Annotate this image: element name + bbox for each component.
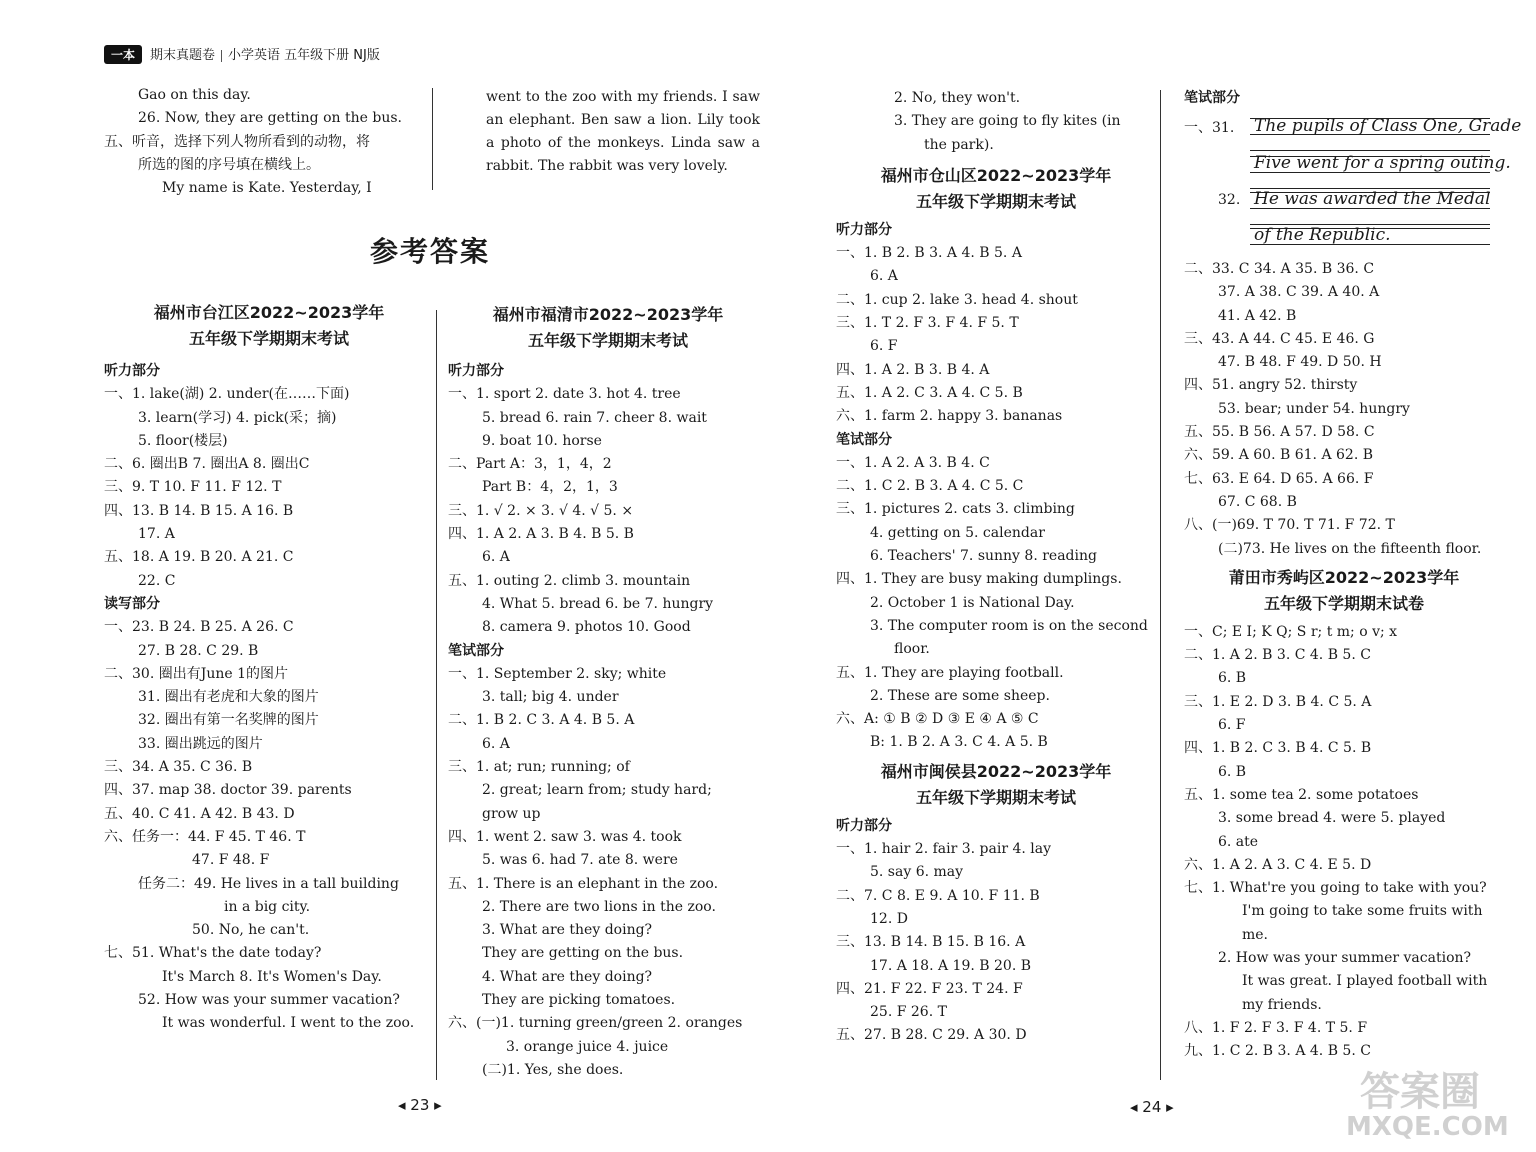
answer-line: 32. 圈出有第一名奖牌的图片: [138, 712, 319, 729]
answer-line: 三、1. √ 2. × 3. √ 4. √ 5. ×: [448, 502, 634, 519]
answer-line: 八、1. F 2. F 3. F 4. T 5. F: [1184, 1019, 1368, 1036]
page-number-right: ◂ 24 ▸: [1130, 1098, 1174, 1116]
answer-line: 一、1. A 2. A 3. B 4. C: [836, 454, 990, 471]
answer-line: (二)73. He lives on the fifteenth floor.: [1218, 540, 1482, 557]
answer-line: They are getting on the bus.: [482, 945, 684, 962]
answer-line: 四、1. B 2. C 3. B 4. C 5. B: [1184, 740, 1372, 757]
column-4: [1184, 87, 1504, 110]
answer-line: 2. No, they won't.: [894, 90, 1021, 106]
answer-line: 五、1. A 2. C 3. A 4. C 5. B: [836, 384, 1023, 401]
answer-key-title: 参考答案: [369, 235, 490, 268]
page-number-left: ◂ 23 ▸: [398, 1096, 442, 1114]
column-3: [836, 87, 1156, 1048]
answer-line: 4. getting on 5. calendar: [870, 524, 1045, 541]
answer-line: 5. bread 6. rain 7. cheer 8. wait: [482, 409, 707, 426]
answer-line: 七、63. E 64. D 65. A 66. F: [1184, 470, 1374, 487]
answer-line: 50. No, he can't.: [192, 922, 310, 939]
answer-line: 27. B 28. C 29. B: [138, 642, 259, 659]
answer-line: 四、37. map 38. doctor 39. parents: [104, 782, 352, 799]
answer-line: 三、1. at; run; running; of: [448, 759, 630, 776]
answer-line: 二、33. C 34. A 35. B 36. C: [1184, 261, 1375, 277]
answer-line: 52. How was your summer vacation?: [138, 992, 400, 1009]
answer-line: 47. F 48. F: [192, 852, 270, 869]
answer-line: 五、1. outing 2. climb 3. mountain: [448, 572, 691, 589]
answer-line: 22. C: [138, 572, 176, 589]
answer-line: 67. C 68. B: [1218, 493, 1297, 510]
answer-line: 九、1. C 2. B 3. A 4. B 5. C: [1184, 1043, 1371, 1060]
answer-line: 一、1. B 2. B 3. A 4. B 5. A: [836, 245, 1022, 262]
answer-line: 五、1. There is an elephant in the zoo.: [448, 875, 719, 892]
answer-line: 二、1. C 2. B 3. A 4. C 5. C: [836, 478, 1024, 495]
section-heading: 听力部分: [448, 363, 504, 379]
story-line: 所选的图的序号填在横线上。: [138, 156, 320, 173]
answer-line: 四、1. They are busy making dumplings.: [836, 571, 1122, 588]
answer-line: 一、23. B 24. B 25. A 26. C: [104, 619, 294, 636]
answer-line: 3. tall; big 4. under: [482, 689, 619, 706]
answer-line: grow up: [482, 805, 541, 822]
answer-line: 三、1. E 2. D 3. B 4. C 5. A: [1184, 693, 1372, 710]
handwriting-line-2: Five went for a spring outing.: [1254, 153, 1511, 173]
section-heading: 读写部分: [104, 595, 160, 612]
answer-line: 8. camera 9. photos 10. Good: [482, 619, 691, 636]
exam-subtitle: 五年级下学期期末考试: [188, 329, 349, 348]
answer-line: 9. boat 10. horse: [482, 432, 602, 449]
answer-line: 17. A 18. A 19. B 20. B: [870, 957, 1032, 974]
answer-line: 3. They are going to fly kites (in: [894, 113, 1121, 130]
answer-line: 5. floor(楼层): [138, 432, 228, 449]
top-left-story: [104, 84, 424, 200]
answer-line: 二、1. cup 2. lake 3. head 4. shout: [836, 291, 1078, 308]
answer-line: 三、1. pictures 2. cats 3. climbing: [836, 501, 1075, 518]
answer-line: 四、1. A 2. A 3. B 4. B 5. B: [448, 526, 634, 543]
answer-line: 2. October 1 is National Day.: [870, 594, 1075, 611]
exam-title: 福州市台江区2022~2023学年: [153, 303, 385, 322]
answer-line: 3. What are they doing?: [482, 922, 653, 939]
answer-line: 31. 圈出有老虎和大象的图片: [138, 689, 319, 706]
answer-line: (二)1. Yes, she does.: [482, 1061, 624, 1078]
exam-title: 福州市福清市2022~2023学年: [492, 305, 724, 324]
answer-line: in a big city.: [224, 898, 311, 915]
answer-line: 33. 圈出跳远的图片: [138, 735, 263, 752]
answer-line: 二、6. 圈出B 7. 圈出A 8. 圈出C: [104, 456, 310, 473]
answer-line: 六、59. A 60. B 61. A 62. B: [1184, 447, 1374, 464]
answer-line: 6. F: [870, 338, 898, 355]
column-1: [104, 300, 434, 1036]
answer-line: 五、1. some tea 2. some potatoes: [1184, 786, 1419, 803]
section-heading: 听力部分: [104, 363, 160, 379]
section-heading: 笔试部分: [836, 431, 892, 448]
answer-line: 2. How was your summer vacation?: [1218, 950, 1472, 967]
answer-line: 6. ate: [1218, 833, 1259, 850]
divider: [432, 88, 433, 190]
answer-line: 六、任务一：44. F 45. T 46. T: [104, 828, 306, 845]
answer-line: 任务二：49. He lives in a tall building: [138, 875, 399, 892]
exam-subtitle: 五年级下学期期末考试: [527, 331, 688, 350]
answer-line: 41. A 42. B: [1218, 307, 1297, 324]
answer-line: 三、9. T 10. F 11. F 12. T: [104, 479, 282, 496]
answer-line: 6. A: [482, 735, 510, 752]
answer-line: 四、21. F 22. F 23. T 24. F: [836, 980, 1023, 997]
answer-line: 四、1. A 2. B 3. B 4. A: [836, 361, 990, 378]
answer-line: 五、1. They are playing football.: [836, 664, 1064, 681]
answer-line: me.: [1242, 926, 1269, 943]
answer-line: 六、1. A 2. A 3. C 4. E 5. D: [1184, 856, 1372, 873]
exam-title: 福州市仓山区2022~2023学年: [880, 165, 1112, 185]
answer-line: 四、13. B 14. B 15. A 16. B: [104, 502, 294, 519]
answer-line: 五、18. A 19. B 20. A 21. C: [104, 549, 294, 566]
answer-line: 八、(一)69. T 70. T 71. F 72. T: [1184, 517, 1395, 534]
answer-line: 12. D: [870, 910, 908, 927]
story-line: 五、听音，选择下列人物所看到的动物，将: [104, 133, 370, 150]
answer-line: 5. say 6. may: [870, 864, 964, 881]
answer-line: 4. What 5. bread 6. be 7. hungry: [482, 595, 714, 612]
answer-line: It was great. I played football with: [1242, 973, 1488, 990]
answer-line: 6. B: [1218, 763, 1247, 780]
exam-title: 福州市闽侯县2022~2023学年: [880, 761, 1112, 781]
answer-line: Part B：4，2，1，3: [482, 479, 618, 496]
page-header: [104, 44, 380, 64]
exam-subtitle: 五年级下学期期末考试: [915, 191, 1076, 211]
answer-line: floor.: [894, 641, 930, 658]
answer-line: 二、Part A：3，1，4，2: [448, 456, 612, 473]
subject-name: 小学英语 五年级下册 NJ版: [228, 48, 380, 63]
answer-line: 一、C; E I; K Q; S r; t m; o v; x: [1184, 623, 1398, 640]
answer-line: B: 1. B 2. A 3. C 4. A 5. B: [870, 734, 1048, 751]
answer-line: 三、43. A 44. C 45. E 46. G: [1184, 330, 1375, 347]
answer-line: 一、1. lake(湖) 2. under(在……下面): [104, 386, 350, 403]
answer-line: 五、55. B 56. A 57. D 58. C: [1184, 424, 1375, 441]
answer-line: 一、1. hair 2. fair 3. pair 4. lay: [836, 841, 1052, 858]
answer-line: It's March 8. It's Women's Day.: [162, 968, 382, 985]
answer-line: 二、7. C 8. E 9. A 10. F 11. B: [836, 887, 1040, 904]
answer-line: 七、51. What's the date today?: [104, 945, 322, 962]
answer-line: 3. orange juice 4. juice: [506, 1038, 669, 1055]
answer-line: 6. F: [1218, 717, 1246, 734]
answer-line: 5. was 6. had 7. ate 8. were: [482, 852, 678, 869]
answer-line: 二、30. 圈出有June 1的图片: [104, 665, 289, 682]
answer-line: 2. There are two lions in the zoo.: [482, 898, 716, 915]
top-right-story: went to the zoo with my friends. I saw an elephant. Ben saw a lion. Lily took a photo of the monkeys. Linda saw a rabbit. The rabbit was very lovely.: [486, 89, 760, 174]
answer-line: 3. learn(学习) 4. pick(采；摘): [138, 409, 337, 426]
answer-line: 3. some bread 4. were 5. played: [1218, 810, 1446, 827]
exam-subtitle: 五年级下学期期末试卷: [1263, 593, 1424, 613]
answer-line: 37. A 38. C 39. A 40. A: [1218, 284, 1380, 301]
handwriting-line-4: of the Republic.: [1254, 225, 1391, 245]
answer-line: 53. bear; under 54. hungry: [1218, 400, 1410, 417]
column-2: [448, 302, 768, 1082]
answer-line: 47. B 48. F 49. D 50. H: [1218, 354, 1382, 371]
answer-line: 2. These are some sheep.: [870, 687, 1050, 704]
question-32-label: 32.: [1218, 192, 1241, 208]
answer-line: 一、1. September 2. sky; white: [448, 665, 667, 682]
section-heading: 笔试部分: [1184, 90, 1240, 106]
story-line: My name is Kate. Yesterday, I: [162, 180, 372, 197]
answer-line: They are picking tomatoes.: [482, 992, 676, 1009]
answer-line: 一、1. sport 2. date 3. hot 4. tree: [448, 386, 681, 403]
divider: [1160, 90, 1161, 1080]
answer-line: 6. A: [870, 268, 898, 285]
section-heading: 听力部分: [836, 221, 892, 238]
answer-line: 五、27. B 28. C 29. A 30. D: [836, 1027, 1027, 1044]
story-line: Gao on this day.: [138, 87, 251, 103]
watermark-url: MXQE.COM: [1346, 1112, 1509, 1142]
answer-line: 六、A: ① B ② D ③ E ④ A ⑤ C: [836, 711, 1039, 728]
answer-line: the park).: [924, 136, 994, 153]
series-logo: 一本: [104, 45, 142, 64]
watermark-logo: 答案圈: [1360, 1069, 1480, 1115]
answer-line: 6. B: [1218, 670, 1247, 687]
answer-line: 四、1. went 2. saw 3. was 4. took: [448, 828, 682, 845]
story-line: 26. Now, they are getting on the bus.: [138, 110, 402, 127]
answer-line: 4. What are they doing?: [482, 968, 653, 985]
answer-line: 二、1. A 2. B 3. C 4. B 5. C: [1184, 647, 1371, 664]
answer-line: 2. great; learn from; study hard;: [482, 782, 712, 799]
answer-line: 三、1. T 2. F 3. F 4. F 5. T: [836, 315, 1019, 332]
divider: [436, 310, 437, 1080]
answer-line: 3. The computer room is on the second: [870, 617, 1148, 634]
answer-line: my friends.: [1242, 996, 1322, 1013]
answer-line: 三、34. A 35. C 36. B: [104, 759, 253, 776]
exam-title: 莆田市秀屿区2022~2023学年: [1228, 567, 1460, 587]
question-31-label: 一、31.: [1184, 120, 1235, 136]
answer-line: 6. A: [482, 549, 510, 566]
column-4-answers: [1184, 258, 1504, 1064]
answer-line: 六、1. farm 2. happy 3. bananas: [836, 408, 1063, 425]
section-heading: 笔试部分: [448, 642, 504, 659]
answer-line: It was wonderful. I went to the zoo.: [162, 1015, 415, 1032]
series-name: 期末真题卷: [150, 48, 216, 63]
answer-line: 五、40. C 41. A 42. B 43. D: [104, 805, 295, 822]
answer-line: 17. A: [138, 526, 175, 543]
answer-line: 四、51. angry 52. thirsty: [1184, 377, 1358, 394]
answer-line: 三、13. B 14. B 15. B 16. A: [836, 934, 1026, 951]
answer-line: 25. F 26. T: [870, 1004, 947, 1021]
answer-line: 6. Teachers' 7. sunny 8. reading: [870, 548, 1097, 565]
exam-subtitle: 五年级下学期期末考试: [915, 787, 1076, 807]
handwriting-line-1: The pupils of Class One, Grade: [1254, 116, 1522, 136]
answer-line: I'm going to take some fruits with: [1242, 903, 1483, 920]
answer-line: 七、1. What're you going to take with you?: [1184, 880, 1487, 897]
answer-line: 二、1. B 2. C 3. A 4. B 5. A: [448, 712, 635, 729]
section-heading: 听力部分: [836, 817, 892, 834]
answer-line: 六、(一)1. turning green/green 2. oranges: [448, 1015, 743, 1032]
handwriting-line-3: He was awarded the Medal: [1254, 189, 1491, 209]
